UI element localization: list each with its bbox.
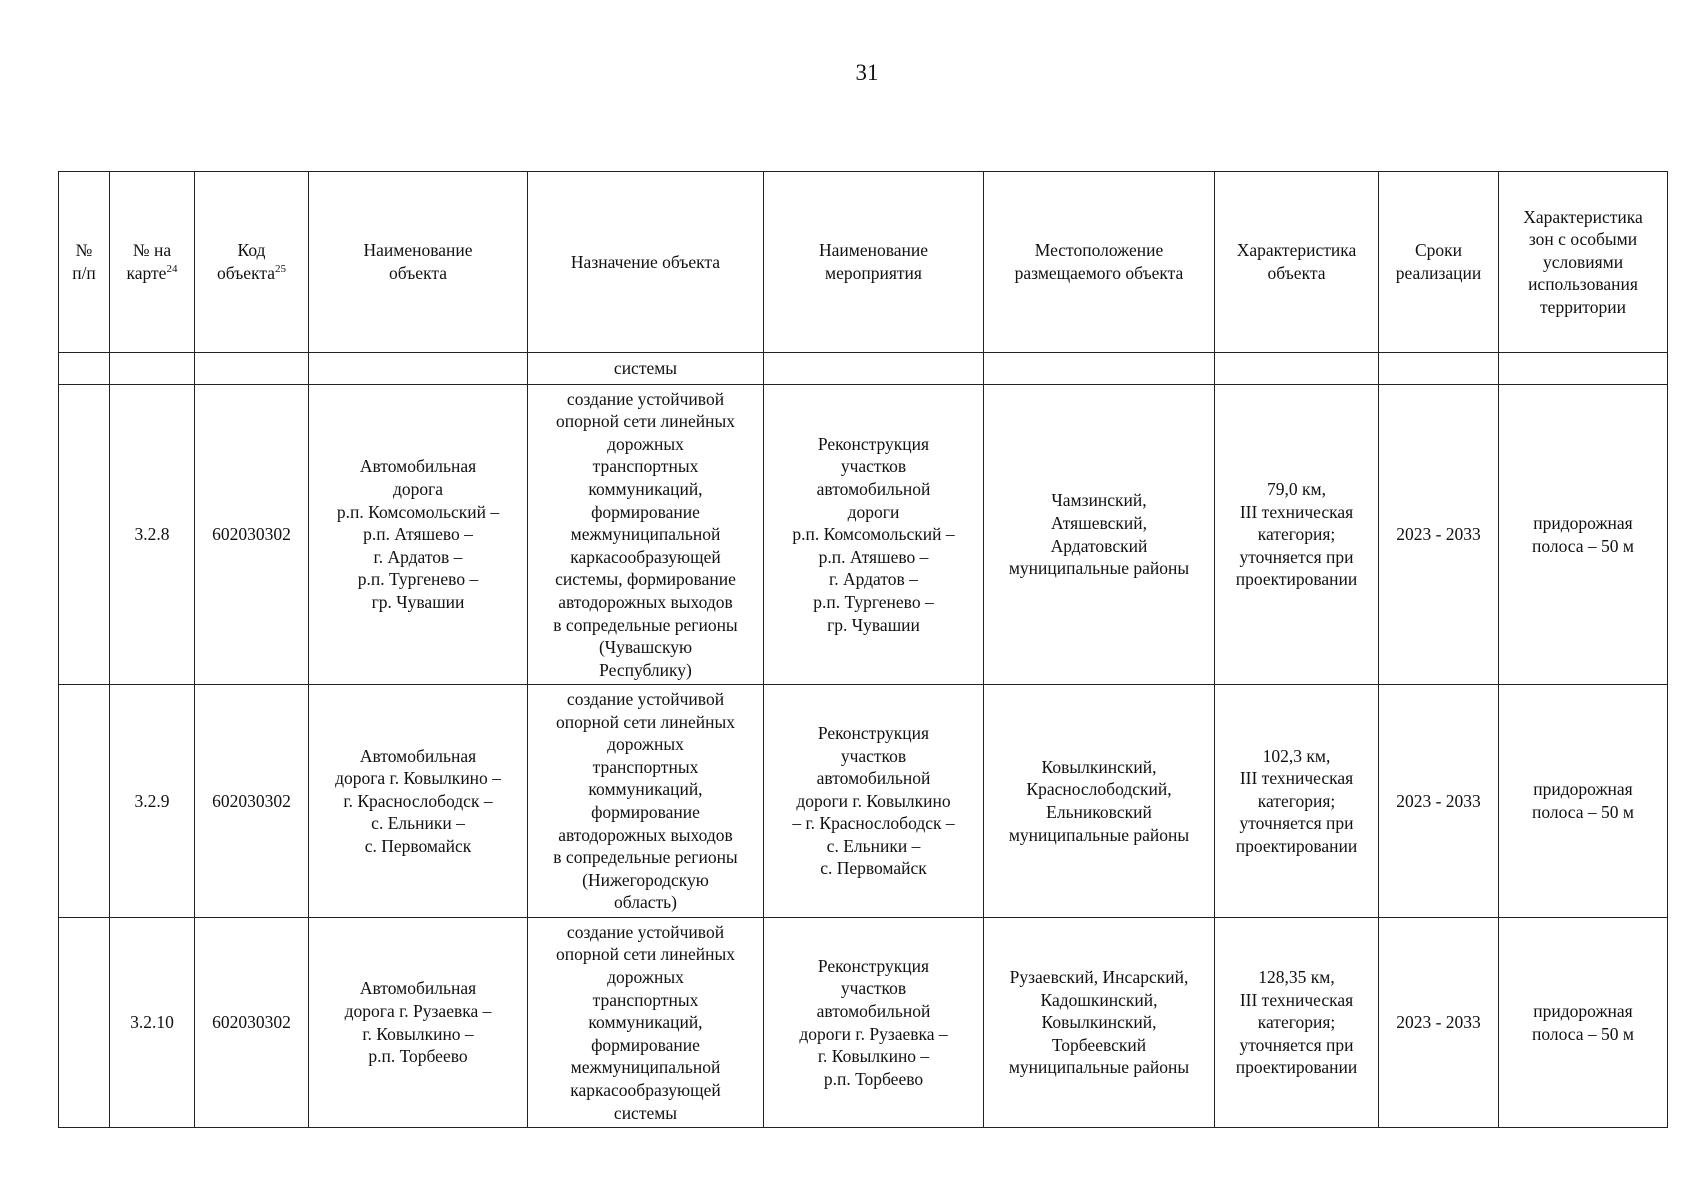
cell [764, 353, 984, 385]
cell-zones: придорожная полоса – 50 м [1499, 685, 1668, 918]
cell-purpose: создание устойчивой опорной сети линейных дорожных транспортных коммуникаций, формирование автодорожных выходов в сопредельные регионы (Нижегородскую область) [528, 685, 764, 918]
page-number: 31 [855, 60, 879, 85]
cell [309, 353, 528, 385]
table-row [59, 685, 1668, 918]
header-code: Код объекта$^{25}$ [195, 172, 309, 353]
cell-purpose: создание устойчивой опорной сети линейных дорожных транспортных коммуникаций, формирование межмуниципальной каркасообразующей системы, формирование автодорожных выходов в сопредельные регионы (Чувашскую Республику) [528, 385, 764, 685]
cell-purpose: системы [528, 353, 764, 385]
header-name: Наименование объекта [309, 172, 528, 353]
cell-map-no: 3.2.10 [110, 918, 195, 1128]
header-zones: Характеристика зон с особыми условиями использования территории [1499, 172, 1668, 353]
cell-num [59, 385, 110, 685]
cell-code: 602030302 [195, 685, 309, 918]
cell [1215, 353, 1379, 385]
footnote-25: 25 [274, 263, 286, 276]
cell-characteristics: 102,3 км, III техническая категория; уточняется при проектировании [1215, 685, 1379, 918]
cell-code: 602030302 [195, 918, 309, 1128]
cell [195, 353, 309, 385]
cell-num [59, 685, 110, 918]
header-terms: Сроки реализации [1379, 172, 1499, 353]
cell-terms: 2023 - 2033 [1379, 918, 1499, 1128]
cell [59, 353, 110, 385]
cell-zones: придорожная полоса – 50 м [1499, 918, 1668, 1128]
cell-activity: Реконструкция участков автомобильной дороги г. Рузаевка – г. Ковылкино – р.п. Торбеево [764, 918, 984, 1128]
cell-map-no: 3.2.8 [110, 385, 195, 685]
continuation-row [59, 353, 1668, 385]
cell-characteristics: 128,35 км, III техническая категория; уточняется при проектировании [1215, 918, 1379, 1128]
header-map-no: № на карте$^{24}$ [110, 172, 195, 353]
cell-name: Автомобильная дорога г. Ковылкино – г. Краснослободск – с. Ельники – с. Первомайск [309, 685, 528, 918]
cell-zones: придорожная полоса – 50 м [1499, 385, 1668, 685]
objects-table [58, 171, 1668, 1128]
cell-name: Автомобильная дорога г. Рузаевка – г. Ковылкино – р.п. Торбеево [309, 918, 528, 1128]
cell-terms: 2023 - 2033 [1379, 685, 1499, 918]
header-purpose: Назначение объекта [528, 172, 764, 353]
cell-terms: 2023 - 2033 [1379, 385, 1499, 685]
cell [110, 353, 195, 385]
cell-location: Чамзинский, Атяшевский, Ардатовский муниципальные районы [984, 385, 1215, 685]
header-activity: Наименование мероприятия [764, 172, 984, 353]
cell-location: Рузаевский, Инсарский, Кадошкинский, Ковылкинский, Торбеевский муниципальные районы [984, 918, 1215, 1128]
header-characteristics: Характеристика объекта [1215, 172, 1379, 353]
cell-location: Ковылкинский, Краснослободский, Ельниковский муниципальные районы [984, 685, 1215, 918]
footnote-24: 24 [166, 263, 178, 276]
cell-activity: Реконструкция участков автомобильной дороги р.п. Комсомольский – р.п. Атяшево – г. Ардатов – р.п. Тургенево – гр. Чувашии [764, 385, 984, 685]
cell [984, 353, 1215, 385]
cell-characteristics: 79,0 км, III техническая категория; уточняется при проектировании [1215, 385, 1379, 685]
table-row [59, 385, 1668, 685]
cell-code: 602030302 [195, 385, 309, 685]
cell-num [59, 918, 110, 1128]
cell-purpose: создание устойчивой опорной сети линейных дорожных транспортных коммуникаций, формирование межмуниципальной каркасообразующей системы [528, 918, 764, 1128]
cell-activity: Реконструкция участков автомобильной дороги г. Ковылкино – г. Краснослободск – с. Ельники – с. Первомайск [764, 685, 984, 918]
cell-name: Автомобильная дорога р.п. Комсомольский – р.п. Атяшево – г. Ардатов – р.п. Тургенево – гр. Чувашии [309, 385, 528, 685]
cell [1499, 353, 1668, 385]
header-num: № п/п [59, 172, 110, 353]
header-location: Местоположение размещаемого объекта [984, 172, 1215, 353]
cell-map-no: 3.2.9 [110, 685, 195, 918]
table-row [59, 918, 1668, 1128]
cell [1379, 353, 1499, 385]
table-header-row [59, 172, 1668, 353]
